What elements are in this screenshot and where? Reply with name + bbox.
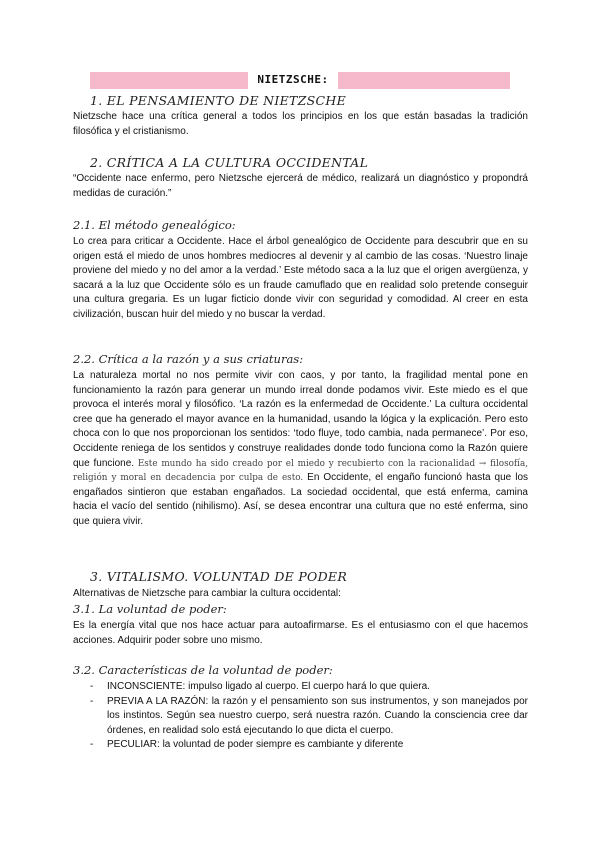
bullet-dash: - [90,695,94,707]
characteristics-list [90,680,528,753]
section-2-1-heading: 2.1. El método genealógico: [73,218,236,232]
title-band [90,72,510,89]
bullet-dash: - [90,681,94,692]
section-2-text: “Occidente nace enfermo, pero Nietzsche ejercerá de médico, realizará un diagnóstico y propondrá medidas de curación.” [73,173,528,199]
section-2-2-heading: 2.2. Crítica a la razón y a sus criaturas: [73,352,304,366]
title-highlight-left [90,72,248,89]
section-3-text: Alternativas de Nietzsche para cambiar la cultura occidental: [73,588,341,599]
section-2-2-text-b: En Occidente, el engaño funcionó hasta que los engañados sintieron que estaban engañados. La sociedad occidental, que está enferma, camina hacia el vacío del sentido (nihilismo). Así, se desea encontrar una cultura que no esté enferma, sino que quiera vivir. [73,472,529,527]
section-3-2-heading: 3.2. Características de la voluntad de poder: [73,663,333,677]
bullet-dash: - [90,739,94,751]
handwritten-note: Este mundo ha sido creado por el miedo y recubierto con la racionalidad → filosofía, religión y moral en decadencia por culpa de esto. [73,458,528,484]
list-item: - PREVIA A LA RAZÓN: la razón y el pensamiento son sus instrumentos, y son manejados por los instintos. Según sea nuestro cuerpo, será nuestra razón. Cuando la consciencia cree dar órdenes, en realidad solo está ejecutando lo que dicta el cuerpo. [90,695,528,736]
list-item: - PECULIAR: la voluntad de poder siempre es cambiante y diferente [90,738,528,753]
section-2-heading: 2. CRÍTICA A LA CULTURA OCCIDENTAL [90,155,369,170]
page-title: NIETZSCHE: [257,73,329,86]
section-1-heading: 1. EL PENSAMIENTO DE NIETZSCHE [90,93,347,108]
section-3-1-heading: 3.1. La voluntad de poder: [73,602,227,616]
section-2-2-text-a: La naturaleza mortal no nos permite vivir con caos, y por tanto, la fragilidad mental pone en funcionamiento la razón para generar un mundo irreal donde podamos vivir. Este miedo es el que provoca el interés moral y filosófico. ‘La razón es la enfermedad de Occidente.’ La cultura occidental cree que ha generado el mayor avance en la humanidad, usando la lógica y la explicación. Pero esto choca con lo que nos proporcionan los sentidos: ‘todo fluye, todo cambia, nada permanece’. Por eso, Occidente reniega de los sentidos y construye realidades donde todo funciona como la Razón quiere que funcione. [73,370,528,469]
section-2-1-text: Lo crea para criticar a Occidente. Hace el árbol genealógico de Occidente para descubrir que en su origen está el miedo de unos hombres mediocres al devenir y al cambio de las cosas. ‘Nuestro linaje proviene del miedo y no del amor a la verdad.’ Este método saca a la luz que el origen avergüenza, y sacará a la luz que Occidente sólo es un fraude camuflado que en realidad solo pretende conseguir una cultura gregaria. Es un lugar ficticio donde vivir con seguridad y comodidad. Al creer en esta civilización, buscan huir del miedo y no buscar la verdad. [73,236,528,320]
title-highlight-right [338,72,510,89]
section-2-2-text [73,369,528,530]
list-item: - INCONSCIENTE: impulso ligado al cuerpo. El cuerpo hará lo que quiera. [90,680,528,695]
section-3-heading: 3. VITALISMO. VOLUNTAD DE PODER [90,569,348,584]
section-1-text: Nietzsche hace una crítica general a todos los principios en los que están basadas la tradición filosófica y el cristianismo. [73,111,528,137]
section-3-1-text: Es la energía vital que nos hace actuar para autoafirmarse. Es el entusiasmo con el que hacemos acciones. Adquirir poder sobre uno mismo. [73,620,528,646]
